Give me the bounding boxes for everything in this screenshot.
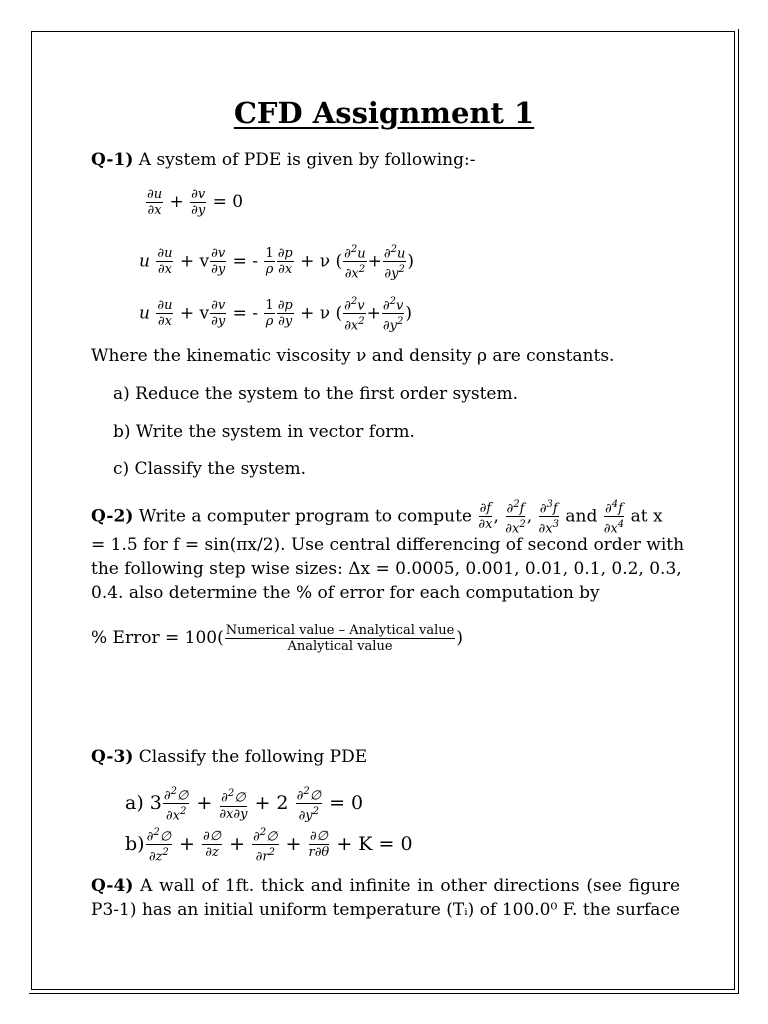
q1-equation-momentum-x: u $\frac{\partial u}{\partial x}$ + v $\frac{\partial v}{\partial y}$ = - $\frac{1}{\rho}$ $\frac{\partial p}{\partial x}$ + ν ( $\frac{\partial^2u}{\partial x^2}$ + $\frac{\partial^2u}{\partial y^2}$ ) — [139, 244, 415, 282]
page-title: CFD Assignment 1 — [233, 96, 535, 130]
q3-label: Q-3) — [91, 747, 134, 767]
q2-text: Write a computer program to compute — [133, 506, 472, 527]
q3-a-rhs: = 0 — [329, 791, 364, 814]
q3-b-label: b) — [125, 832, 145, 855]
q1-where: Where the kinematic viscosity ν and density ρ are constants. — [91, 346, 615, 366]
q1-part-a: a) Reduce the system to the first order system. — [113, 384, 519, 404]
q2-line4: 0.4. also determine the % of error for each computation by — [91, 583, 600, 603]
q3-equation-a: a) 3 $\frac{\partial^2\emptyset}{\partial x^2}$ + $\frac{\partial^2\emptyset}{\partial x\partial y}$ + 2 $\frac{\partial^2\emptyset}{\partial y^2}$ = 0 — [125, 786, 364, 824]
q2-at: at x — [630, 506, 663, 527]
q3-heading — [91, 745, 367, 769]
q3-equation-b: b) $\frac{\partial^2\emptyset}{\partial z^2}$ + $\frac{\partial\emptyset}{\partial z}$ + $\frac{\partial^2\emptyset}{\partial r^2}$ + $\frac{\partial\emptyset}{r\partial\theta}$ + K = 0 — [125, 827, 413, 865]
q4-line1 — [91, 874, 680, 898]
q2-label: Q-2) — [91, 506, 134, 527]
q2-and: and — [565, 506, 598, 527]
q3-a-label: a) 3 — [125, 791, 162, 814]
q1-part-b: b) Write the system in vector form. — [113, 422, 415, 442]
error-numerator: Numerical value – Analytical value — [225, 623, 455, 638]
q1-text: A system of PDE is given by following:- — [133, 150, 476, 170]
q2-line3: the following step wise sizes: Δx = 0.0005, 0.001, 0.01, 0.1, 0.2, 0.3, — [91, 559, 682, 579]
q4-line2: P3-1) has an initial uniform temperature (Tᵢ) of 100.0⁰ F. the surface — [91, 900, 680, 920]
q1-equation-continuity: $\frac{\partial u}{\partial x}$ + $\frac{\partial v}{\partial y}$ = 0 — [147, 187, 244, 218]
q3-text: Classify the following PDE — [133, 747, 368, 767]
q1-heading — [91, 148, 475, 172]
q1-equation-momentum-y: u $\frac{\partial u}{\partial x}$ + v $\frac{\partial v}{\partial y}$ = - $\frac{1}{\rho}$ $\frac{\partial p}{\partial y}$ + ν ( $\frac{\partial^2v}{\partial x^2}$ + $\frac{\partial^2v}{\partial y^2}$ ) — [139, 296, 412, 334]
q4-label: Q-4) — [91, 876, 134, 896]
eq1-rhs: = 0 — [212, 192, 244, 212]
error-close: ) — [456, 628, 463, 648]
q1-label: Q-1) — [91, 150, 134, 170]
q3-b-rhs: + K = 0 — [336, 832, 413, 855]
q4-line1-text: A wall of 1ft. thick and infinite in other directions (see figure — [133, 876, 680, 896]
error-lhs: % Error = 100( — [91, 628, 224, 648]
q2-line1: Q-2) Write a computer program to compute $\frac{\partial f}{\partial x}$ , $\frac{\partial^2f}{\partial x^2}$ , $\frac{\partial^3f}{\partial x^3}$ and $\frac{\partial^4f}{\partial x^4}$ at x — [91, 499, 663, 537]
q2-line2: = 1.5 for f = sin(πx/2). Use central differencing of second order with — [91, 535, 685, 555]
q2-error-formula — [91, 618, 463, 658]
error-denominator: Analytical value — [287, 639, 393, 654]
q1-part-c: c) Classify the system. — [113, 459, 307, 479]
